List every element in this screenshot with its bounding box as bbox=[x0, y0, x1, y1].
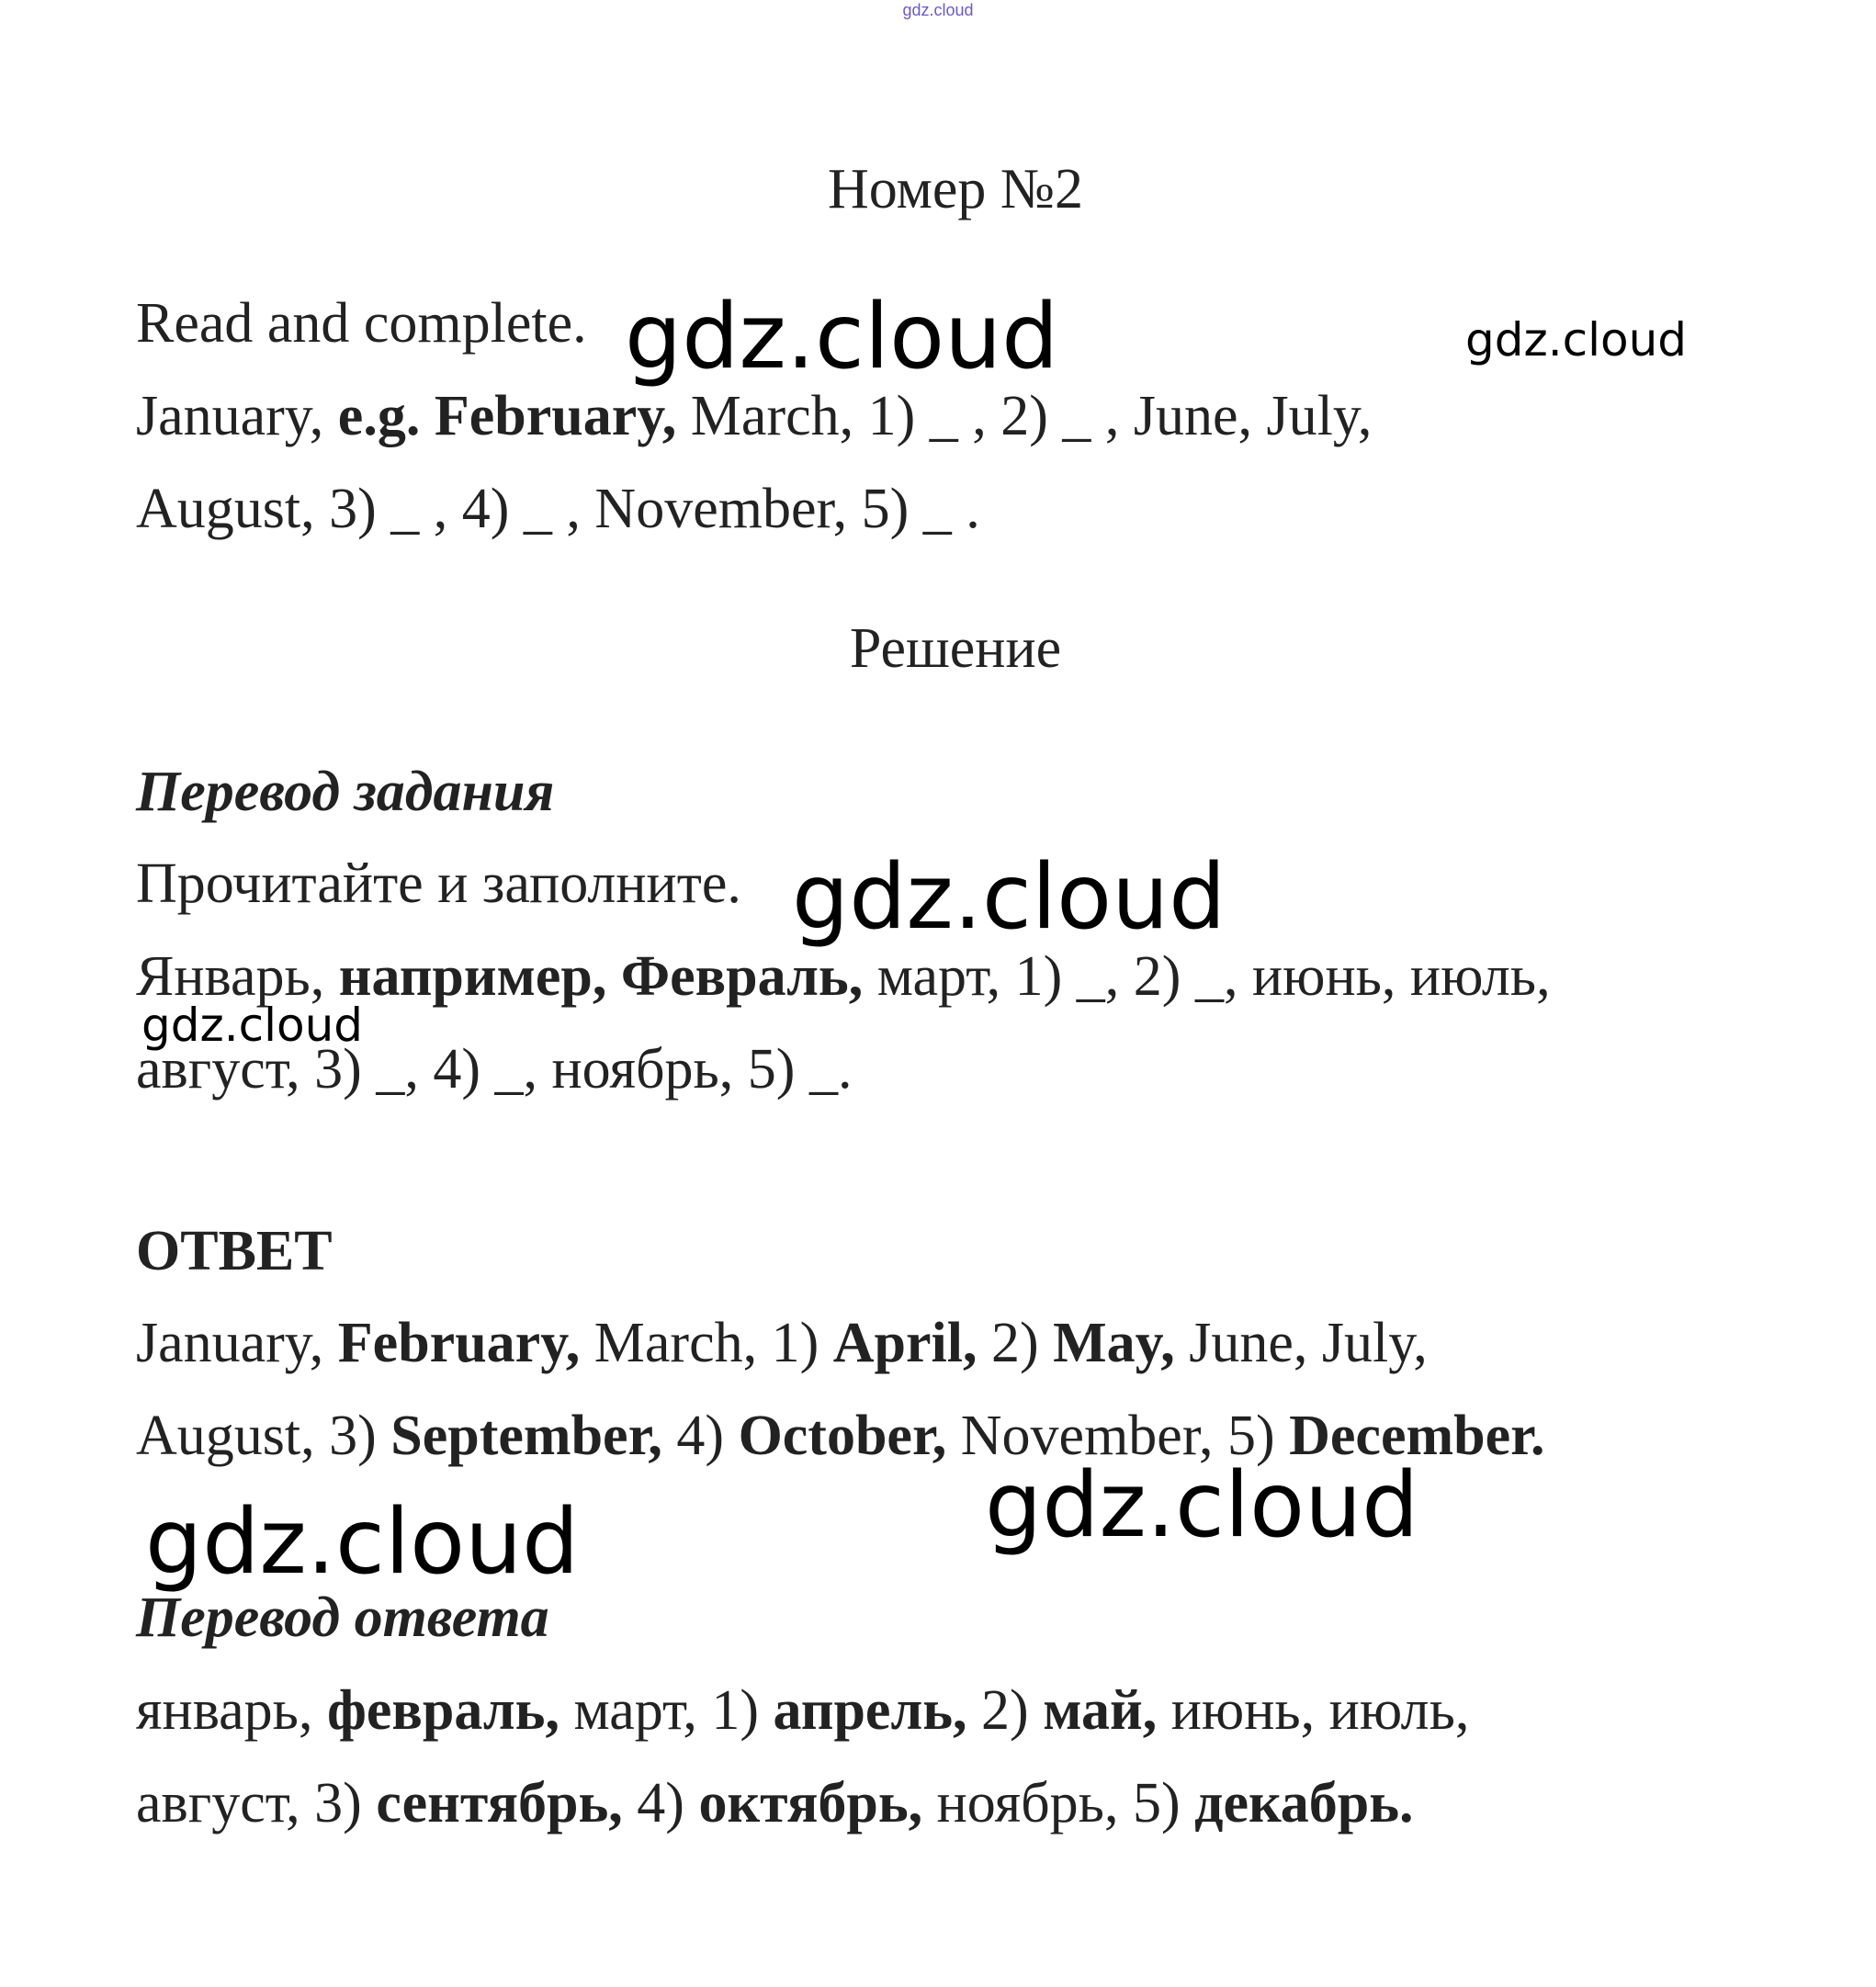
answer-translation-line-1-bold-1: февраль, bbox=[326, 1679, 559, 1742]
watermark-2: gdz.cloud bbox=[1465, 313, 1688, 367]
answer-line-1-text-4: June, July, bbox=[1174, 1312, 1428, 1374]
answer-line-2-text-3: November, 5) bbox=[946, 1405, 1290, 1467]
watermark-3: gdz.cloud bbox=[792, 845, 1226, 950]
answer-translation-line-2-text-1: август, 3) bbox=[136, 1772, 377, 1835]
answer-line-2-text-1: August, 3) bbox=[136, 1405, 391, 1467]
task-translation-line-1-a: Январь, bbox=[136, 945, 339, 1008]
answer-translation-line-2-text-3: ноябрь, 5) bbox=[922, 1772, 1195, 1835]
watermark-6: gdz.cloud bbox=[145, 1490, 580, 1595]
answer-translation-line-2-bold-2: октябрь, bbox=[698, 1772, 923, 1835]
task-line-1-example: e.g. February, bbox=[337, 385, 677, 447]
watermark-5: gdz.cloud bbox=[985, 1453, 1419, 1558]
answer-line-2-bold-1: September, bbox=[390, 1405, 662, 1467]
answer-translation-line-2 bbox=[136, 1767, 1414, 1840]
task-translation-instruction: Прочитайте и заполните. bbox=[136, 852, 741, 915]
answer-line-2-bold-2: October, bbox=[738, 1405, 947, 1467]
answer-translation-line-1-text-3: 2) bbox=[966, 1679, 1044, 1742]
answer-line-1-bold-2: April, bbox=[832, 1312, 978, 1374]
answer-translation-line-2-bold-3: декабрь. bbox=[1194, 1772, 1414, 1835]
answer-translation-heading: Перевод ответа bbox=[136, 1586, 549, 1649]
answer-line-2-bold-3: December. bbox=[1289, 1405, 1545, 1467]
answer-translation-line-1 bbox=[136, 1674, 1469, 1747]
solution-heading: Решение bbox=[849, 617, 1062, 680]
answer-line-2-text-2: 4) bbox=[661, 1405, 739, 1467]
watermark-4: gdz.cloud bbox=[141, 999, 364, 1052]
answer-translation-line-1-text-2: март, 1) bbox=[559, 1679, 774, 1742]
task-line-2: August, 3) _ , 4) _ , November, 5) _ . bbox=[136, 478, 980, 540]
answer-line-1-text-2: March, 1) bbox=[580, 1312, 833, 1374]
task-translation-line-2: август, 3) _, 4) _, ноябрь, 5) _. bbox=[136, 1038, 853, 1101]
answer-heading: ОТВЕТ bbox=[136, 1220, 333, 1282]
task-instruction: Read and complete. bbox=[136, 292, 587, 355]
answer-translation-line-1-text-4: июнь, июль, bbox=[1157, 1679, 1470, 1742]
task-translation-line-1-example: например, Февраль, bbox=[338, 945, 864, 1008]
task-line-1-a: January, bbox=[136, 385, 338, 447]
answer-translation-line-1-bold-2: апрель, bbox=[773, 1679, 967, 1742]
task-line-1-c: March, 1) _ , 2) _ , June, July, bbox=[676, 385, 1373, 447]
answer-line-1 bbox=[136, 1306, 1428, 1380]
page-title: Номер №2 bbox=[827, 158, 1083, 220]
watermark-1: gdz.cloud bbox=[625, 285, 1059, 389]
task-translation-heading: Перевод задания bbox=[136, 761, 555, 823]
answer-line-1-text-3: 2) bbox=[977, 1312, 1054, 1374]
watermark-top: gdz.cloud bbox=[902, 1, 974, 19]
answer-translation-line-1-bold-3: май, bbox=[1043, 1679, 1158, 1742]
answer-line-1-bold-1: February, bbox=[337, 1312, 581, 1374]
answer-line-1-bold-3: May, bbox=[1053, 1312, 1175, 1374]
answer-translation-line-1-text-1: январь, bbox=[136, 1679, 327, 1742]
answer-translation-line-2-bold-1: сентябрь, bbox=[376, 1772, 623, 1835]
task-line-1 bbox=[136, 379, 1372, 453]
answer-translation-line-2-text-2: 4) bbox=[622, 1772, 699, 1835]
answer-line-1-text-1: January, bbox=[136, 1312, 338, 1374]
task-translation-line-1-c: март, 1) _, 2) _, июнь, июль, bbox=[863, 945, 1551, 1008]
